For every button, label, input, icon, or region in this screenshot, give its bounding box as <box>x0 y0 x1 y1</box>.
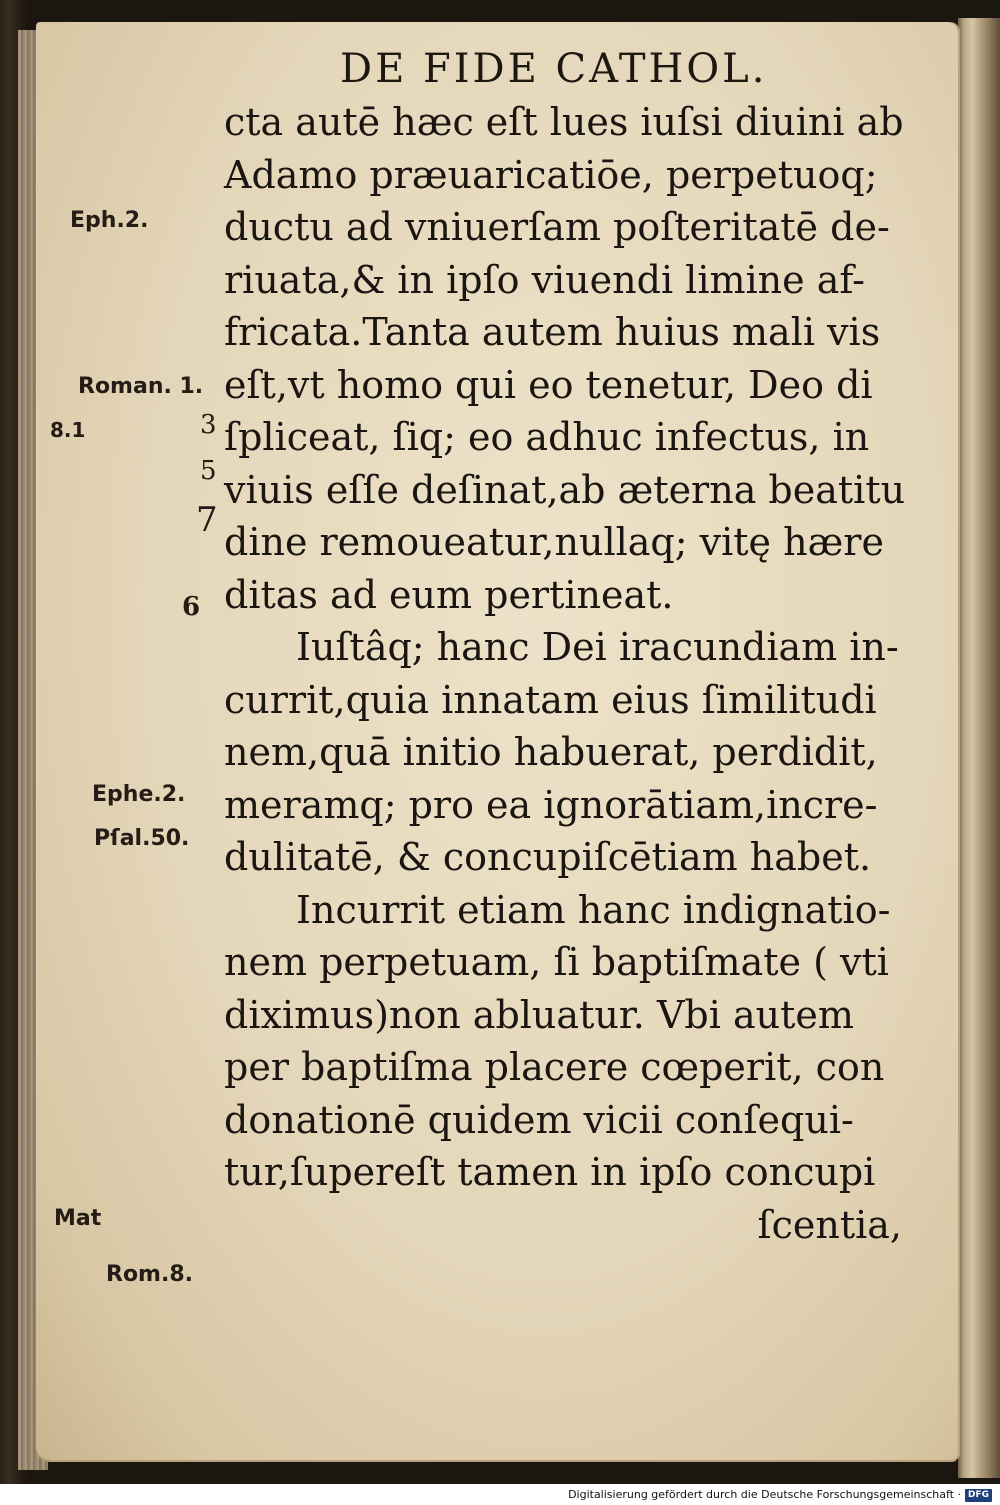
text-line: ſpliceat, ſiq; eo adhuc infectus, in <box>224 415 870 459</box>
text-line: cta autē hæc eſt lues iuſsi diuini ab <box>224 100 904 144</box>
text-line: currit,quia innatam eius ſimilitudi <box>224 677 877 722</box>
running-head: DE FIDE CATHOL. <box>340 46 768 92</box>
text-line: nem perpetuam, ſi baptiſmate ( vti <box>224 940 889 984</box>
marginal-note-rom8: Rom.8. <box>106 1262 194 1287</box>
body-text <box>224 96 924 1251</box>
text-line: viuis eſſe deſinat,ab æterna beatitu <box>224 467 906 512</box>
text-line: dulitatē, & concupiſcētiam habet. <box>224 835 872 879</box>
text-line: ditas ad eum pertineat. <box>224 572 674 617</box>
text-line: per baptiſma placere cœperit, con <box>224 1045 885 1089</box>
catchword: ſcentia, <box>757 1202 902 1247</box>
marginal-note-roman1: Roman. 1. <box>78 374 204 399</box>
margin-number-5: 5 <box>200 456 217 486</box>
marginal-note-mat: Mat <box>54 1206 102 1231</box>
text-line: dine remoueatur,nullaq; vitę hære <box>224 520 884 564</box>
text-line: ductu ad vniuerſam poſteritatē de- <box>224 205 890 249</box>
text-line: meramq; pro ea ignorātiam,incre- <box>224 782 878 827</box>
marginal-note-eph2: Eph.2. <box>70 208 149 233</box>
marginal-note-8-1: 8.1 <box>50 418 86 442</box>
text-line: Incurrit etiam hanc indignatio- <box>296 887 891 932</box>
text-line: tur,ſupereſt tamen in ipſo concupi <box>224 1150 876 1194</box>
facing-page-edge <box>958 18 1000 1478</box>
digitization-footer <box>0 1484 1000 1505</box>
text-line: diximus)non abluatur. Vbi autem <box>224 992 854 1037</box>
text-line: donationē quidem vicii conſequi- <box>224 1097 854 1142</box>
text-line: eſt,vt homo qui eo tenetur, Deo di <box>224 362 873 407</box>
margin-number-3: 3 <box>200 410 217 440</box>
margin-number-6: 6 <box>182 592 201 622</box>
marginal-note-psal50: Pſal.50. <box>94 826 190 851</box>
text-line: Iuſtâq; hanc Dei iracundiam in- <box>296 625 899 669</box>
marginal-note-ephe2: Ephe.2. <box>92 782 186 807</box>
margin-number-7: 7 <box>196 500 218 540</box>
footer-credit: Digitalisierung gefördert durch die Deutsche Forschungsgemeinschaft · <box>568 1488 961 1501</box>
text-line: nem,quā initio habuerat, perdidit, <box>224 730 878 774</box>
text-line: fricata.Tanta autem huius mali vis <box>224 310 881 354</box>
text-line: Adamo præuaricatiōe, perpetuoq; <box>224 152 878 197</box>
text-line: riuata,& in ipſo viuendi limine af- <box>224 257 865 302</box>
dfg-logo-icon: DFG <box>965 1489 992 1502</box>
